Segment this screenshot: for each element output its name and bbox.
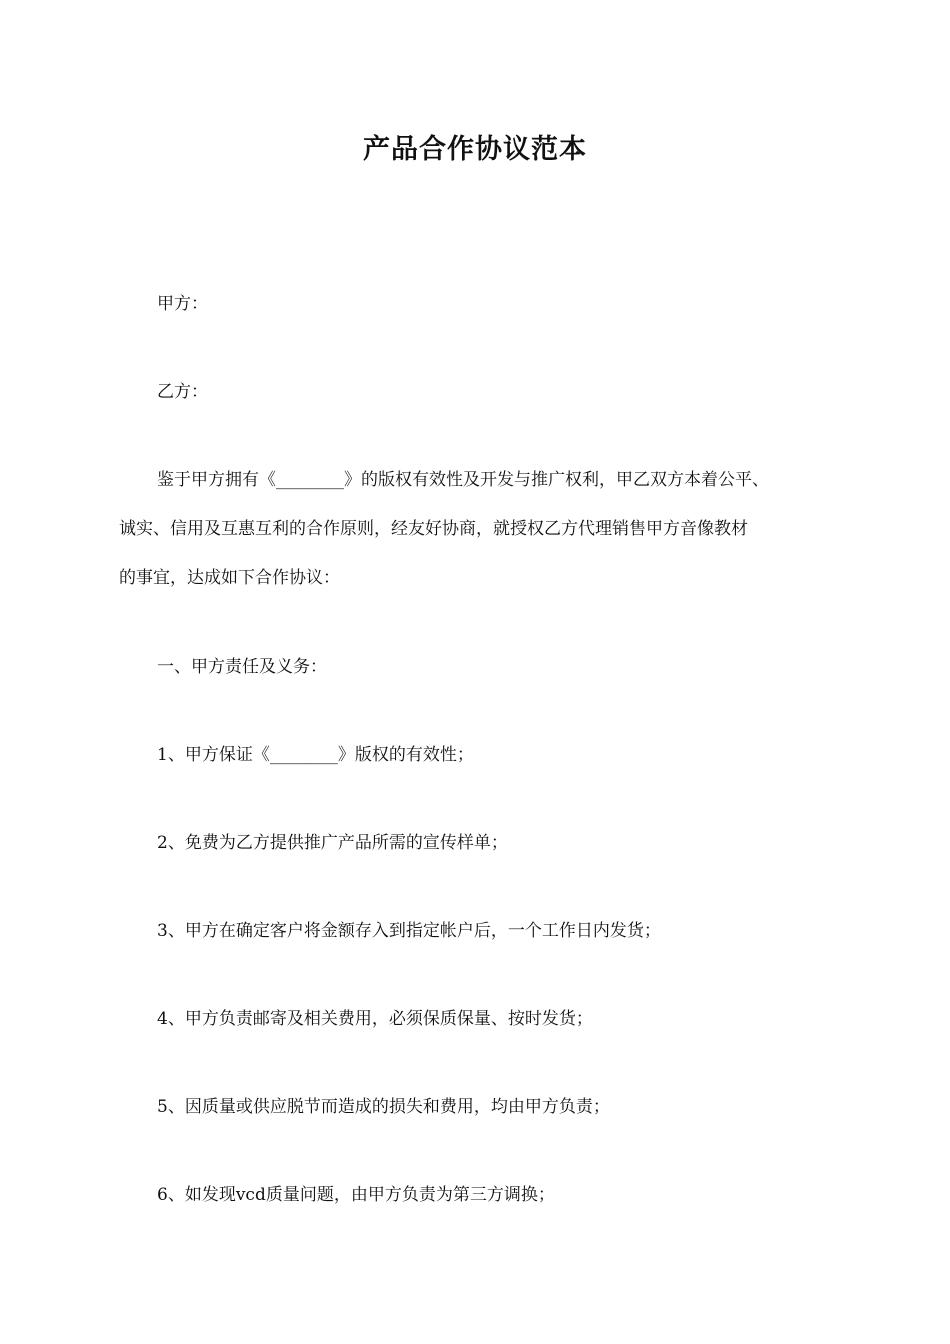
party-b-label: 乙方： [157, 382, 208, 402]
clause-item: 4、甲方负责邮寄及相关费用，必须保质保量、按时发货； [157, 1009, 593, 1029]
clause-item: 6、如发现vcd质量问题，由甲方负责为第三方调换； [157, 1185, 555, 1205]
party-a-label: 甲方： [157, 294, 208, 314]
preamble-line-2: 诚实、信用及互惠互利的合作原则，经友好协商，就授权乙方代理销售甲方音像教材 [119, 519, 748, 539]
clause-item: 5、因质量或供应脱节而造成的损失和费用，均由甲方负责； [157, 1097, 610, 1117]
preamble-line-1: 鉴于甲方拥有《________》的版权有效性及开发与推广权利，甲乙双方本着公平、 [157, 470, 769, 490]
preamble-line-3: 的事宜，达成如下合作协议： [119, 568, 340, 588]
clause-item: 2、免费为乙方提供推广产品所需的宣传样单； [157, 833, 508, 853]
clause-item: 3、甲方在确定客户将金额存入到指定帐户后，一个工作日内发货； [157, 921, 661, 941]
document-title: 产品合作协议范本 [363, 134, 587, 165]
section-heading: 一、甲方责任及义务： [157, 657, 327, 677]
clause-item: 1、甲方保证《________》版权的有效性； [157, 745, 474, 765]
